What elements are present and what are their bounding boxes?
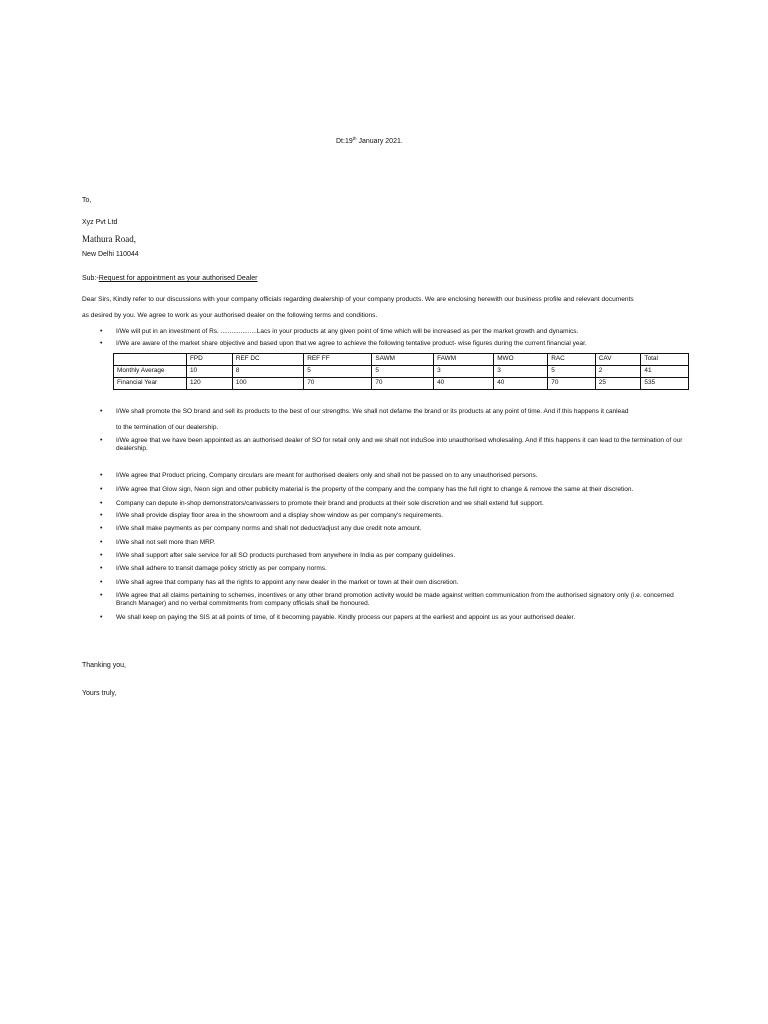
bullet-icon: • [100,340,103,347]
bullet-icon: • [100,437,103,444]
product-figures-table [113,353,689,390]
intro-paragraph-line1: Dear Sirs, Kindly refer to our discussions with your company officials regarding dealership of your company products. We are enclosing herewith our business profile and relevant documents [82,296,634,303]
bullet-icon: • [100,500,103,507]
salutation-to: To, [82,197,92,204]
table-cell: 40 [494,378,548,390]
table-cell: 535 [641,378,689,390]
table-cell: 5 [548,366,596,378]
closing-thanks: Thanking you, [82,662,126,669]
table-cell: 70 [548,378,596,390]
table-header-cell: RAC [548,354,596,366]
table-header-cell: CAV [595,354,641,366]
table-cell: Monthly Average [114,366,187,378]
bullet-icon: • [100,614,103,621]
table-cell: 40 [434,378,494,390]
table-cell: 3 [434,366,494,378]
table-row [114,366,689,378]
bullet-icon: • [100,328,103,335]
bullet-icon: • [100,472,103,479]
subject-line: Sub:-Request for appointment as your authorised Dealer [82,275,258,282]
bullet-icon: • [100,552,103,559]
table-header-cell: FAWM [434,354,494,366]
table-cell: 3 [494,366,548,378]
bullet-icon: • [100,408,103,415]
bullet-icon: • [100,486,103,493]
bullet-icon: • [100,525,103,532]
table-header-cell: MWO [494,354,548,366]
table-cell: 70 [304,378,372,390]
table-header-cell: Total [641,354,689,366]
table-cell: Financial Year [114,378,187,390]
bullet-icon: • [100,512,103,519]
table-header-cell: REF FF [304,354,372,366]
bullet-icon: • [100,539,103,546]
table-header-cell: REF DC [232,354,303,366]
table-cell: 25 [595,378,641,390]
table-header-row [114,354,689,366]
bullet-icon: • [100,565,103,572]
table-header-cell [114,354,187,366]
intro-paragraph-line2: as desired by you. We agree to work as your authorised dealer on the following terms and conditions. [82,312,378,319]
table-cell: 41 [641,366,689,378]
closing-yours-truly: Yours truly, [82,690,117,697]
table-header-cell: FPD [187,354,233,366]
table-cell: 8 [232,366,303,378]
table-cell: 70 [372,378,434,390]
table-header-cell: SAWM [372,354,434,366]
table-cell: 2 [595,366,641,378]
recipient-street: Mathura Road, [82,234,136,244]
table-cell: 100 [232,378,303,390]
table-cell: 5 [304,366,372,378]
bullet-icon: • [100,579,103,586]
letter-date: Dt:19th January 2021. [336,136,403,145]
table-row [114,378,689,390]
table-cell: 120 [187,378,233,390]
table-cell: 10 [187,366,233,378]
recipient-company: Xyz Pvt Ltd [82,219,118,226]
recipient-city: New Delhi 110044 [82,251,139,258]
table-cell: 5 [372,366,434,378]
bullet-icon: • [100,592,103,599]
